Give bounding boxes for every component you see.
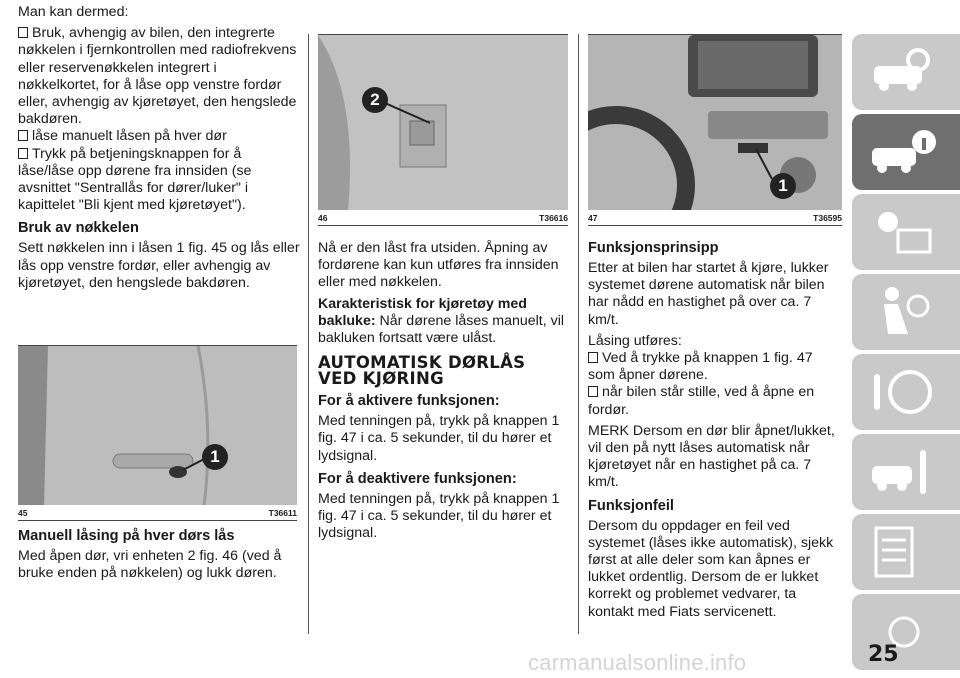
door-lock-illustration	[318, 35, 568, 210]
paragraph: Nå er den låst fra utsiden. Åpning av fordørene kan kun utføres fra innsiden eller med nøkkelen.	[318, 240, 559, 291]
checkbox-bullet-icon	[18, 27, 28, 38]
column-2	[318, 240, 568, 546]
checkbox-bullet-icon	[588, 386, 598, 397]
paragraph: Med åpen dør, vri enheten 2 fig. 46 (ved å bruke enden på nøkkelen) og lukk døren.	[18, 548, 282, 582]
note-paragraph: MERK Dersom en dør blir åpnet/lukket, vil den på nytt låses automatisk når kjøretøyet når en hastighet på ca. 7 km/t.	[588, 422, 835, 491]
list-item: Ved å trykke på knappen 1 fig. 47 som åpner dørene.	[588, 350, 813, 384]
bold-label: Karakteristisk for kjøretøy med bakluke:	[318, 295, 527, 329]
dashboard-photo	[588, 35, 842, 210]
paragraph: Låsing utføres:	[588, 332, 682, 349]
figure-code: T36595	[813, 213, 842, 223]
tab-car-wrench[interactable]	[852, 434, 960, 510]
door-lock-photo	[318, 35, 568, 210]
heading-principle: Funksjonsprinsipp	[588, 240, 719, 256]
figure-code: T36611	[268, 508, 297, 518]
tailgate-note: Karakteristisk for kjøretøy med bakluke: Når dørene låses manuelt, vil bakluken fortsatt være ulåst.	[318, 295, 565, 347]
page-number: 25	[868, 642, 899, 667]
lights-warning-icon	[868, 204, 938, 260]
list-item: Bruk, avhengig av bilen, den integrerte nøkkelen i fjernkontrollen med radiofrekvens eller reservenøkkelen integrert i nøkkelkortet, for å låse opp venstre fordør eller, avhengig av kjøretøyet, den hengslede bakdøren.	[18, 25, 297, 128]
heading-malfunction: Funksjonfeil	[588, 497, 674, 514]
heading-deactivate: For å deaktivere funksjonen:	[318, 470, 517, 487]
paragraph: Etter at bilen har startet å kjøre, lukker systemet dørene automatisk når bilen har nådd en hastighet på over ca. 7 km/t.	[588, 260, 829, 328]
dashboard-illustration	[588, 35, 842, 210]
section-title: AUTOMATISK DØRLÅS VED KJØRING	[318, 353, 526, 389]
figure-code: T36616	[539, 213, 568, 223]
tab-car-info[interactable]	[852, 114, 960, 190]
column-1-lower	[18, 528, 300, 586]
figure-number: 45	[18, 508, 28, 518]
figure-caption	[588, 210, 842, 226]
heading-activate: For å aktivere funksjonen:	[318, 393, 500, 410]
figure-47	[588, 34, 842, 226]
intro-text: Man kan dermed:	[18, 4, 129, 20]
watermark: carmanualsonline.info	[528, 650, 747, 675]
car-info-icon	[868, 124, 938, 180]
checklist-icon	[868, 524, 938, 580]
list-item: når bilen står stille, ved å åpne en fordør.	[588, 384, 815, 418]
callout-1: 1	[770, 173, 796, 199]
tab-airbag-seat[interactable]	[852, 274, 960, 350]
door-handle-illustration	[18, 346, 297, 505]
tab-steering-key[interactable]	[852, 354, 960, 430]
figure-number: 46	[318, 213, 328, 223]
figure-caption	[318, 210, 568, 226]
figure-45	[18, 345, 297, 521]
paragraph: Sett nøkkelen inn i låsen 1 fig. 45 og lås eller lås opp venstre fordør, eller avhengig av kjøretøyet, den hengslede bakdøren.	[18, 240, 300, 291]
car-wrench-icon	[868, 444, 938, 500]
tab-checklist[interactable]	[852, 514, 960, 590]
figure-46	[318, 34, 568, 226]
checkbox-bullet-icon	[18, 130, 28, 141]
column-divider	[578, 34, 579, 634]
tab-car-search[interactable]	[852, 34, 960, 110]
door-handle-photo	[18, 346, 297, 505]
steering-key-icon	[868, 364, 938, 420]
chapter-tabs	[852, 34, 960, 674]
heading-key-use: Bruk av nøkkelen	[18, 220, 139, 237]
column-divider	[308, 34, 309, 634]
column-3	[588, 240, 842, 625]
car-search-icon	[868, 44, 938, 100]
tab-lights-warning[interactable]	[852, 194, 960, 270]
figure-caption	[18, 505, 297, 521]
callout-2: 2	[362, 87, 388, 113]
paragraph: Med tenningen på, trykk på knappen 1 fig. 47 i ca. 5 sekunder, til du hører et lydsignal.	[318, 413, 560, 464]
column-1	[18, 4, 300, 296]
paragraph: Med tenningen på, trykk på knappen 1 fig. 47 i ca. 5 sekunder, til du hører et lydsignal.	[318, 490, 560, 542]
paragraph: Dersom du oppdager en feil ved systemet (låses ikke automatisk), sjekk først at alle deler som kan åpnes er lukket ordentlig. Dersom de er lukket korrekt og problemet vedvarer, ta kontakt med Fiats servicenett.	[588, 517, 834, 620]
heading-manual-lock: Manuell låsing på hver dørs lås	[18, 528, 235, 544]
checkbox-bullet-icon	[588, 352, 598, 363]
checkbox-bullet-icon	[18, 148, 28, 159]
list-item: Trykk på betjeningsknappen for å låse/låse opp dørene fra innsiden (se avsnittet "Sentrallås for dører/luker" i kapittelet "Bli kjent med kjøretøyet").	[18, 145, 252, 214]
airbag-seat-icon	[868, 284, 938, 340]
figure-number: 47	[588, 213, 598, 223]
callout-1: 1	[202, 444, 228, 470]
list-item: låse manuelt låsen på hver dør	[18, 128, 300, 145]
